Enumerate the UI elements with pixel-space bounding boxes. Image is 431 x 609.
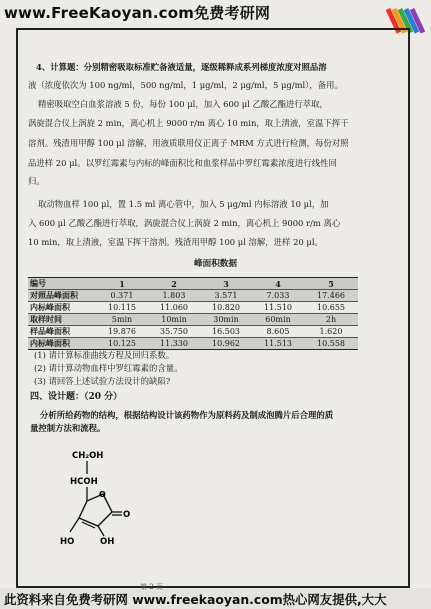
table-cell: 4 — [252, 278, 304, 290]
section4-heading: 四、设计题：（20 分） — [30, 392, 123, 402]
table-row — [28, 290, 358, 302]
row-label: 取样时间 — [28, 314, 96, 326]
label-ho: HO — [60, 537, 75, 547]
q4-p2-line: 取动物血样 100 μl，置 1.5 ml 离心管中，加入 5 μg/ml 内标溶液 10 μl，加 — [38, 199, 329, 209]
section4-text-line: 量控制方法和流程。 — [30, 423, 106, 433]
row-label: 内标峰面积 — [28, 338, 96, 350]
q4-p1-line: 精密吸取空白血浆溶液 5 份，每份 100 μl，加入 600 μl 乙酸乙酯进行萃取， — [38, 99, 328, 109]
table-cell: 16.503 — [200, 326, 252, 338]
table-cell: 30min — [200, 314, 252, 326]
peak-area-table — [28, 277, 358, 350]
q4-p1-line: 归。 — [28, 176, 45, 186]
q4-p2-line: 入 600 μl 乙酸乙酯进行萃取，涡旋混合仪上涡旋 2 min，离心机上 9000 r/m 离心 — [28, 218, 341, 228]
table-cell: 19.876 — [96, 326, 148, 338]
q4-heading: 4、计算题：分别精密吸取标准贮备液适量，逐级稀释成系列梯度浓度对照品溶 — [36, 62, 327, 72]
section4-text-line: 分析所给药物的结构，根据结构设计该药物作为原料药及制成泡腾片后合理的质 — [40, 410, 334, 420]
page-number: 第 2 页 — [140, 583, 163, 591]
table-row — [28, 338, 358, 350]
table-cell: 7.033 — [252, 290, 304, 302]
table-row — [28, 278, 358, 290]
table-cell: 11.330 — [148, 338, 200, 350]
label-ring-o: O — [99, 490, 106, 499]
q4-p2-line: 10 min，取上清液，室温下挥干溶剂。残渣用甲醇 100 μl 溶解，进样 20 μl。 — [28, 237, 323, 247]
table-cell: 5min — [96, 314, 148, 326]
table-cell: 11.510 — [252, 302, 304, 314]
table-cell: 3.571 — [200, 290, 252, 302]
table-cell: 10.655 — [304, 302, 358, 314]
row-label: 对照品峰面积 — [28, 290, 96, 302]
table-cell: 1.620 — [304, 326, 358, 338]
table-cell: 2 — [148, 278, 200, 290]
label-carbonyl-o: O — [123, 510, 131, 520]
table-cell: 8.605 — [252, 326, 304, 338]
row-label: 编号 — [28, 278, 96, 290]
q4-line2: 液（浓度依次为 100 ng/ml，500 ng/ml，1 μg/ml，2 μg/ml，5 μg/ml），备用。 — [28, 80, 343, 90]
ascorbic-acid-structure — [54, 446, 164, 556]
label-oh: OH — [100, 537, 115, 547]
table-cell: 11.060 — [148, 302, 200, 314]
q4-p1-line: 品进样 20 μl。以罗红霉素与内标的峰面积比和血浆样品中罗红霉素浓度进行线性回 — [28, 158, 337, 168]
table-row — [28, 314, 358, 326]
row-label: 内标峰面积 — [28, 302, 96, 314]
table-cell: 10min — [148, 314, 200, 326]
table-cell: 5 — [304, 278, 358, 290]
table-cell: 10.820 — [200, 302, 252, 314]
table-cell: 17.466 — [304, 290, 358, 302]
table-row — [28, 326, 358, 338]
table-cell: 1.803 — [148, 290, 200, 302]
table-cell: 1 — [96, 278, 148, 290]
table-cell: 3 — [200, 278, 252, 290]
table-cell: 0.371 — [96, 290, 148, 302]
table-cell: 10.115 — [96, 302, 148, 314]
q4-p1-line: 溶剂。残渣用甲醇 100 μl 溶解，用液质联用仪正离子 MRM 方式进行检测，每份对照 — [28, 138, 349, 148]
table-cell: 10.558 — [304, 338, 358, 350]
table-cell: 10.125 — [96, 338, 148, 350]
label-ch2oh: CH₂OH — [72, 451, 104, 461]
table-title: 峰面积数据 — [194, 259, 237, 269]
label-hcoh: HCOH — [70, 477, 98, 487]
table-cell: 35.750 — [148, 326, 200, 338]
table-cell: 10.962 — [200, 338, 252, 350]
sub-question: (2) 请计算动物血样中罗红霉素的含量。 — [34, 363, 183, 373]
sub-question: (3) 请回答上述试验方法设计的缺陷? — [34, 376, 171, 386]
sub-question: (1) 请计算标准曲线方程及回归系数。 — [34, 350, 175, 360]
footer-text: 此资料来自免费考研网 www.freekaoyan.com热心网友提供,大大 — [4, 592, 387, 607]
row-label: 样品峰面积 — [28, 326, 96, 338]
site-header: www.FreeKaoyan.com免费考研网 — [4, 4, 271, 22]
table-row — [28, 302, 358, 314]
table-cell: 60min — [252, 314, 304, 326]
table-cell: 2h — [304, 314, 358, 326]
table-cell: 11.513 — [252, 338, 304, 350]
q4-p1-line: 涡旋混合仪上涡旋 2 min，离心机上 9000 r/m 离心 10 min，取上清液，室温下挥干 — [28, 118, 349, 128]
